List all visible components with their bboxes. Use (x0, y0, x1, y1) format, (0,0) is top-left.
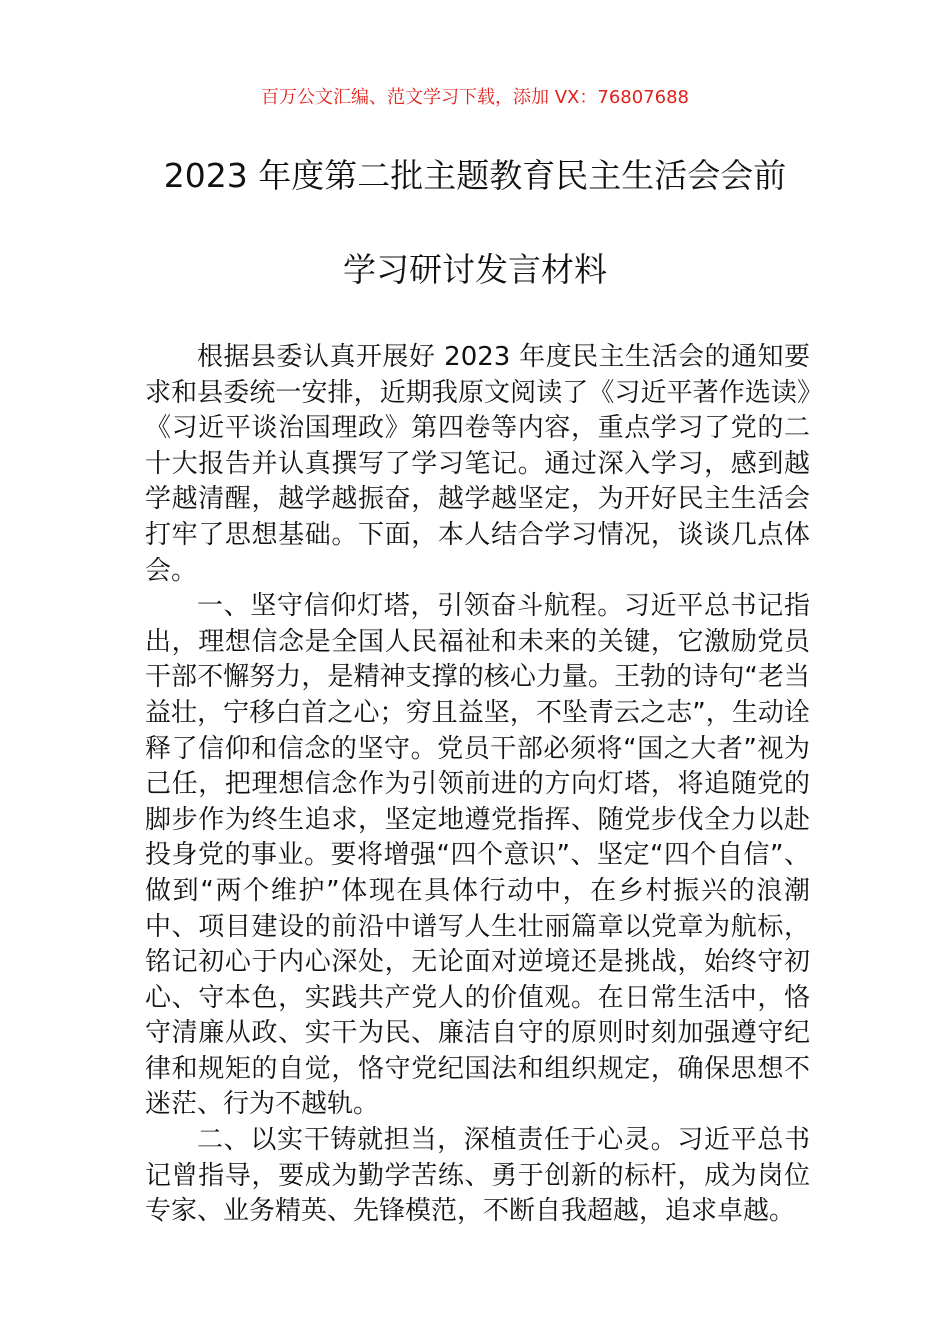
paragraph-section-2: 二、以实干铸就担当，深植责任于心灵。习近平总书记曾指导，要成为勤学苦练、勇于创新的标杆，成为岗位专家、业务精英、先锋模范，不断自我超越，追求卓越。 (145, 1125, 810, 1227)
document-body (145, 340, 810, 1230)
header-download-note: 百万公文汇编、范文学习下载，添加 VX：76807688 (261, 87, 689, 108)
document-title-line-2: 学习研讨发言材料 (343, 250, 607, 289)
document-title-line-1: 2023 年度第二批主题教育民主生活会会前 (163, 156, 787, 195)
paragraph-section-1: 一、坚守信仰灯塔，引领奋斗航程。习近平总书记指出，理想信念是全国人民福祉和未来的关键，它激励党员干部不懈努力，是精神支撑的核心力量。王勃的诗句“老当益壮，宁移白首之心；穷且益坚，不坠青云之志”，生动诠释了信仰和信念的坚守。党员干部必须将“国之大者”视为己任，把理想信念作为引领前进的方向灯塔，将追随党的脚步作为终生追求，坚定地遵党指挥、随党步伐全力以赴投身党的事业。要将增强“四个意识”、坚定“四个自信”、做到“两个维护”体现在具体行动中，在乡村振兴的浪潮中、项目建设的前沿中谱写人生壮丽篇章以党章为航标，铭记初心于内心深处，无论面对逆境还是挑战，始终守初心、守本色，实践共产党人的价值观。在日常生活中，恪守清廉从政、实干为民、廉洁自守的原则时刻加强遵守纪律和规矩的自觉，恪守党纪国法和组织规定，确保思想不迷茫、行为不越轨。 (145, 591, 810, 1120)
paragraph-intro: 根据县委认真开展好 2023 年度民主生活会的通知要求和县委统一安排，近期我原文阅读了《习近平著作选读》《习近平谈治国理政》第四卷等内容，重点学习了党的二十大报告并认真撰写了学习笔记。通过深入学习，感到越学越清醒，越学越振奋，越学越坚定，为开好民主生活会打牢了思想基础。下面，本人结合学习情况，谈谈几点体会。 (145, 342, 810, 586)
